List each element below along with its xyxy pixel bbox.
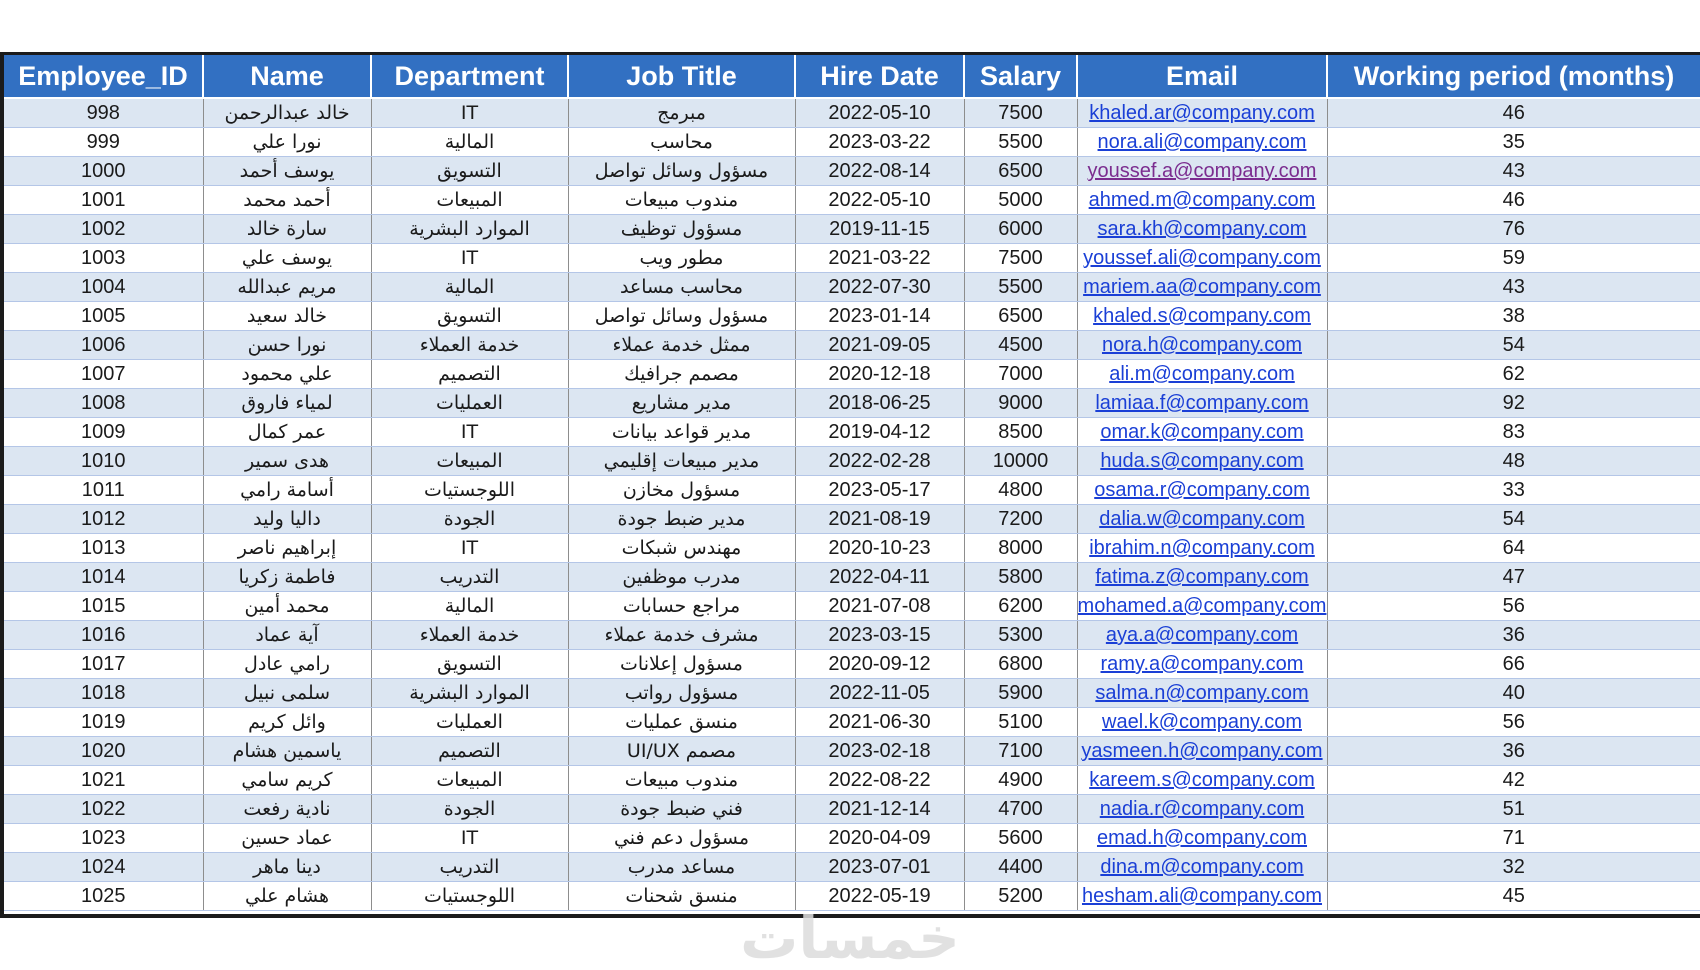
cell-name[interactable]: مريم عبدالله <box>203 273 371 302</box>
cell-salary[interactable]: 4700 <box>964 795 1077 824</box>
email-link[interactable]: kareem.s@company.com <box>1089 769 1315 791</box>
cell-working-period[interactable]: 71 <box>1327 824 1700 853</box>
cell-name[interactable]: يوسف أحمد <box>203 157 371 186</box>
email-link[interactable]: fatima.z@company.com <box>1095 566 1309 588</box>
table-row <box>4 98 1700 128</box>
cell-working-period[interactable]: 46 <box>1327 186 1700 215</box>
table-row <box>4 360 1700 389</box>
table-row <box>4 302 1700 331</box>
cell-job-title[interactable]: مبرمج <box>568 98 795 128</box>
cell-hire-date[interactable]: 2021-12-14 <box>795 795 964 824</box>
cell-salary[interactable]: 5500 <box>964 273 1077 302</box>
table-row <box>4 795 1700 824</box>
cell-employee-id[interactable]: 1010 <box>4 447 203 476</box>
cell-hire-date[interactable]: 2022-05-10 <box>795 186 964 215</box>
cell-name[interactable]: دينا ماهر <box>203 853 371 882</box>
cell-job-title[interactable]: ممثل خدمة عملاء <box>568 331 795 360</box>
cell-employee-id[interactable]: 1018 <box>4 679 203 708</box>
cell-working-period[interactable]: 43 <box>1327 157 1700 186</box>
table-row <box>4 389 1700 418</box>
cell-job-title[interactable]: مدير مبيعات إقليمي <box>568 447 795 476</box>
cell-working-period[interactable]: 42 <box>1327 766 1700 795</box>
cell-employee-id[interactable]: 1012 <box>4 505 203 534</box>
table-row <box>4 679 1700 708</box>
spreadsheet-table-frame <box>0 52 1700 918</box>
cell-employee-id[interactable]: 1000 <box>4 157 203 186</box>
column-header-working-period[interactable]: Working period (months) <box>1327 55 1700 98</box>
cell-department[interactable]: المبيعات <box>371 186 568 215</box>
cell-name[interactable]: نادية رفعت <box>203 795 371 824</box>
table-row <box>4 128 1700 157</box>
cell-department[interactable]: التسويق <box>371 157 568 186</box>
cell-job-title[interactable]: مشرف خدمة عملاء <box>568 621 795 650</box>
cell-job-title[interactable]: مساعد مدرب <box>568 853 795 882</box>
cell-employee-id[interactable]: 1024 <box>4 853 203 882</box>
cell-employee-id[interactable]: 1020 <box>4 737 203 766</box>
cell-name[interactable]: آية عماد <box>203 621 371 650</box>
cell-hire-date[interactable]: 2022-05-10 <box>795 98 964 128</box>
cell-department[interactable]: العمليات <box>371 389 568 418</box>
cell-working-period[interactable]: 32 <box>1327 853 1700 882</box>
cell-department[interactable]: الموارد البشرية <box>371 215 568 244</box>
cell-department[interactable]: التدريب <box>371 853 568 882</box>
cell-hire-date[interactable]: 2019-04-12 <box>795 418 964 447</box>
email-link[interactable]: ahmed.m@company.com <box>1088 189 1316 211</box>
cell-working-period[interactable]: 40 <box>1327 679 1700 708</box>
cell-employee-id[interactable]: 1001 <box>4 186 203 215</box>
cell-name[interactable]: كريم سامي <box>203 766 371 795</box>
cell-department[interactable]: خدمة العملاء <box>371 621 568 650</box>
cell-email[interactable] <box>1077 215 1327 244</box>
cell-email[interactable] <box>1077 447 1327 476</box>
cell-email[interactable] <box>1077 360 1327 389</box>
cell-salary[interactable]: 7500 <box>964 244 1077 273</box>
email-link[interactable]: huda.s@company.com <box>1100 450 1304 472</box>
column-header-email[interactable]: Email <box>1077 55 1327 98</box>
cell-working-period[interactable]: 83 <box>1327 418 1700 447</box>
cell-job-title[interactable]: منسق عمليات <box>568 708 795 737</box>
cell-name[interactable]: إبراهيم ناصر <box>203 534 371 563</box>
cell-department[interactable]: الجودة <box>371 795 568 824</box>
cell-name[interactable]: خالد سعيد <box>203 302 371 331</box>
cell-salary[interactable]: 8000 <box>964 534 1077 563</box>
cell-name[interactable]: خالد عبدالرحمن <box>203 98 371 128</box>
cell-name[interactable]: ياسمين هشام <box>203 737 371 766</box>
email-link[interactable]: ibrahim.n@company.com <box>1089 537 1315 559</box>
employee-table <box>4 55 1700 911</box>
cell-employee-id[interactable]: 1002 <box>4 215 203 244</box>
cell-employee-id[interactable]: 999 <box>4 128 203 157</box>
table-row <box>4 650 1700 679</box>
table-row <box>4 824 1700 853</box>
table-body <box>4 98 1700 911</box>
cell-working-period[interactable]: 38 <box>1327 302 1700 331</box>
email-link[interactable]: nora.h@company.com <box>1101 334 1303 356</box>
cell-salary[interactable]: 5500 <box>964 128 1077 157</box>
cell-department[interactable]: المالية <box>371 592 568 621</box>
cell-employee-id[interactable]: 1015 <box>4 592 203 621</box>
cell-email[interactable] <box>1077 98 1327 128</box>
cell-department[interactable]: IT <box>371 418 568 447</box>
cell-hire-date[interactable]: 2022-08-22 <box>795 766 964 795</box>
cell-hire-date[interactable]: 2022-08-14 <box>795 157 964 186</box>
cell-hire-date[interactable]: 2023-07-01 <box>795 853 964 882</box>
cell-email[interactable] <box>1077 389 1327 418</box>
cell-hire-date[interactable]: 2021-09-05 <box>795 331 964 360</box>
cell-job-title[interactable]: مسؤول مخازن <box>568 476 795 505</box>
cell-hire-date[interactable]: 2020-12-18 <box>795 360 964 389</box>
cell-email[interactable] <box>1077 476 1327 505</box>
cell-hire-date[interactable]: 2021-08-19 <box>795 505 964 534</box>
table-row <box>4 476 1700 505</box>
email-link[interactable]: nadia.r@company.com <box>1099 798 1305 820</box>
cell-working-period[interactable]: 66 <box>1327 650 1700 679</box>
table-row <box>4 621 1700 650</box>
cell-email[interactable] <box>1077 650 1327 679</box>
cell-email[interactable] <box>1077 824 1327 853</box>
cell-email[interactable] <box>1077 128 1327 157</box>
cell-email[interactable] <box>1077 737 1327 766</box>
cell-name[interactable]: عماد حسين <box>203 824 371 853</box>
cell-salary[interactable]: 6800 <box>964 650 1077 679</box>
cell-department[interactable]: IT <box>371 534 568 563</box>
cell-hire-date[interactable]: 2022-04-11 <box>795 563 964 592</box>
cell-job-title[interactable]: مندوب مبيعات <box>568 186 795 215</box>
column-header-job-title[interactable]: Job Title <box>568 55 795 98</box>
cell-employee-id[interactable]: 1006 <box>4 331 203 360</box>
cell-salary[interactable]: 5300 <box>964 621 1077 650</box>
cell-department[interactable]: اللوجستيات <box>371 476 568 505</box>
cell-email[interactable] <box>1077 592 1327 621</box>
cell-hire-date[interactable]: 2022-11-05 <box>795 679 964 708</box>
table-row <box>4 766 1700 795</box>
cell-employee-id[interactable]: 1023 <box>4 824 203 853</box>
cell-email[interactable] <box>1077 882 1327 911</box>
cell-department[interactable]: الموارد البشرية <box>371 679 568 708</box>
column-header-employee-id[interactable]: Employee_ID <box>4 55 203 98</box>
cell-email[interactable] <box>1077 534 1327 563</box>
cell-employee-id[interactable]: 1008 <box>4 389 203 418</box>
cell-department[interactable]: IT <box>371 244 568 273</box>
cell-name[interactable]: عمر كمال <box>203 418 371 447</box>
cell-employee-id[interactable]: 1004 <box>4 273 203 302</box>
table-row <box>4 331 1700 360</box>
table-row <box>4 244 1700 273</box>
cell-salary[interactable]: 6500 <box>964 302 1077 331</box>
cell-working-period[interactable]: 45 <box>1327 882 1700 911</box>
cell-working-period[interactable]: 35 <box>1327 128 1700 157</box>
cell-department[interactable]: التصميم <box>371 737 568 766</box>
email-link[interactable]: youssef.a@company.com <box>1087 160 1317 182</box>
cell-employee-id[interactable]: 1022 <box>4 795 203 824</box>
cell-department[interactable]: التسويق <box>371 302 568 331</box>
cell-name[interactable]: أسامة رامي <box>203 476 371 505</box>
cell-department[interactable]: اللوجستيات <box>371 882 568 911</box>
cell-hire-date[interactable]: 2021-07-08 <box>795 592 964 621</box>
cell-salary[interactable]: 5000 <box>964 186 1077 215</box>
cell-job-title[interactable]: مدير ضبط جودة <box>568 505 795 534</box>
cell-department[interactable]: المالية <box>371 273 568 302</box>
cell-name[interactable]: سلمى نبيل <box>203 679 371 708</box>
email-link[interactable]: osama.r@company.com <box>1094 479 1310 501</box>
table-row <box>4 215 1700 244</box>
cell-salary[interactable]: 7500 <box>964 98 1077 128</box>
column-header-hire-date[interactable]: Hire Date <box>795 55 964 98</box>
cell-job-title[interactable]: مطور ويب <box>568 244 795 273</box>
cell-department[interactable]: التسويق <box>371 650 568 679</box>
cell-department[interactable]: العمليات <box>371 708 568 737</box>
cell-department[interactable]: الجودة <box>371 505 568 534</box>
cell-salary[interactable]: 10000 <box>964 447 1077 476</box>
cell-job-title[interactable]: مدرب موظفين <box>568 563 795 592</box>
cell-email[interactable] <box>1077 795 1327 824</box>
email-link[interactable]: ali.m@company.com <box>1109 363 1295 385</box>
email-link[interactable]: emad.h@company.com <box>1096 827 1308 849</box>
cell-email[interactable] <box>1077 157 1327 186</box>
email-link[interactable]: aya.a@company.com <box>1105 624 1299 646</box>
email-link[interactable]: dalia.w@company.com <box>1099 508 1305 530</box>
cell-hire-date[interactable]: 2023-05-17 <box>795 476 964 505</box>
cell-email[interactable] <box>1077 563 1327 592</box>
cell-name[interactable]: سارة خالد <box>203 215 371 244</box>
table-row <box>4 273 1700 302</box>
cell-email[interactable] <box>1077 505 1327 534</box>
cell-job-title[interactable]: مدير مشاريع <box>568 389 795 418</box>
cell-department[interactable]: خدمة العملاء <box>371 331 568 360</box>
cell-salary[interactable]: 5200 <box>964 882 1077 911</box>
column-header-department[interactable]: Department <box>371 55 568 98</box>
cell-hire-date[interactable]: 2022-02-28 <box>795 447 964 476</box>
cell-salary[interactable]: 6000 <box>964 215 1077 244</box>
cell-email[interactable] <box>1077 418 1327 447</box>
column-header-salary[interactable]: Salary <box>964 55 1077 98</box>
email-link[interactable]: omar.k@company.com <box>1100 421 1304 443</box>
cell-salary[interactable]: 4800 <box>964 476 1077 505</box>
cell-name[interactable]: نورا علي <box>203 128 371 157</box>
cell-job-title[interactable]: مسؤول توظيف <box>568 215 795 244</box>
cell-job-title[interactable]: مدير قواعد بيانات <box>568 418 795 447</box>
cell-department[interactable]: المبيعات <box>371 766 568 795</box>
cell-working-period[interactable]: 48 <box>1327 447 1700 476</box>
cell-working-period[interactable]: 76 <box>1327 215 1700 244</box>
cell-name[interactable]: نورا حسن <box>203 331 371 360</box>
cell-employee-id[interactable]: 1025 <box>4 882 203 911</box>
cell-working-period[interactable]: 64 <box>1327 534 1700 563</box>
cell-salary[interactable]: 5800 <box>964 563 1077 592</box>
cell-name[interactable]: محمد أمين <box>203 592 371 621</box>
email-link[interactable]: wael.k@company.com <box>1102 711 1302 733</box>
cell-salary[interactable]: 7200 <box>964 505 1077 534</box>
email-link[interactable]: mohamed.a@company.com <box>1077 595 1327 617</box>
cell-name[interactable]: داليا وليد <box>203 505 371 534</box>
cell-email[interactable] <box>1077 302 1327 331</box>
cell-working-period[interactable]: 36 <box>1327 737 1700 766</box>
cell-employee-id[interactable]: 1019 <box>4 708 203 737</box>
cell-email[interactable] <box>1077 853 1327 882</box>
table-row <box>4 563 1700 592</box>
email-link[interactable]: salma.n@company.com <box>1095 682 1309 704</box>
cell-email[interactable] <box>1077 244 1327 273</box>
email-link[interactable]: yasmeen.h@company.com <box>1081 740 1323 762</box>
cell-job-title[interactable]: مراجع حسابات <box>568 592 795 621</box>
cell-email[interactable] <box>1077 331 1327 360</box>
cell-employee-id[interactable]: 1003 <box>4 244 203 273</box>
email-link[interactable]: ramy.a@company.com <box>1100 653 1304 675</box>
cell-job-title[interactable]: محاسب مساعد <box>568 273 795 302</box>
cell-employee-id[interactable]: 1011 <box>4 476 203 505</box>
cell-salary[interactable]: 6500 <box>964 157 1077 186</box>
cell-employee-id[interactable]: 1017 <box>4 650 203 679</box>
cell-department[interactable]: IT <box>371 98 568 128</box>
cell-working-period[interactable]: 56 <box>1327 708 1700 737</box>
table-row <box>4 505 1700 534</box>
cell-hire-date[interactable]: 2020-10-23 <box>795 534 964 563</box>
cell-employee-id[interactable]: 1014 <box>4 563 203 592</box>
cell-working-period[interactable]: 51 <box>1327 795 1700 824</box>
cell-department[interactable]: IT <box>371 824 568 853</box>
table-row <box>4 853 1700 882</box>
cell-job-title[interactable]: مصمم UI/UX <box>568 737 795 766</box>
table-row <box>4 592 1700 621</box>
cell-department[interactable]: المالية <box>371 128 568 157</box>
cell-working-period[interactable]: 36 <box>1327 621 1700 650</box>
cell-hire-date[interactable]: 2021-03-22 <box>795 244 964 273</box>
cell-salary[interactable]: 9000 <box>964 389 1077 418</box>
cell-hire-date[interactable]: 2023-03-22 <box>795 128 964 157</box>
cell-employee-id[interactable]: 1021 <box>4 766 203 795</box>
cell-job-title[interactable]: منسق شحنات <box>568 882 795 911</box>
cell-salary[interactable]: 5900 <box>964 679 1077 708</box>
cell-job-title[interactable]: مسؤول دعم فني <box>568 824 795 853</box>
header-row <box>4 55 1700 98</box>
cell-salary[interactable]: 4900 <box>964 766 1077 795</box>
cell-salary[interactable]: 7100 <box>964 737 1077 766</box>
cell-name[interactable]: وائل كريم <box>203 708 371 737</box>
cell-email[interactable] <box>1077 679 1327 708</box>
cell-job-title[interactable]: مسؤول وسائل تواصل <box>568 157 795 186</box>
cell-employee-id[interactable]: 998 <box>4 98 203 128</box>
cell-employee-id[interactable]: 1009 <box>4 418 203 447</box>
cell-name[interactable]: أحمد محمد <box>203 186 371 215</box>
cell-employee-id[interactable]: 1016 <box>4 621 203 650</box>
column-header-name[interactable]: Name <box>203 55 371 98</box>
cell-salary[interactable]: 8500 <box>964 418 1077 447</box>
cell-hire-date[interactable]: 2022-07-30 <box>795 273 964 302</box>
cell-job-title[interactable]: مسؤول رواتب <box>568 679 795 708</box>
cell-hire-date[interactable]: 2023-03-15 <box>795 621 964 650</box>
cell-email[interactable] <box>1077 766 1327 795</box>
cell-department[interactable]: المبيعات <box>371 447 568 476</box>
cell-name[interactable]: فاطمة زكريا <box>203 563 371 592</box>
cell-working-period[interactable]: 43 <box>1327 273 1700 302</box>
cell-employee-id[interactable]: 1007 <box>4 360 203 389</box>
cell-job-title[interactable]: محاسب <box>568 128 795 157</box>
cell-department[interactable]: التدريب <box>371 563 568 592</box>
cell-job-title[interactable]: مسؤول وسائل تواصل <box>568 302 795 331</box>
cell-working-period[interactable]: 46 <box>1327 98 1700 128</box>
cell-job-title[interactable]: مندوب مبيعات <box>568 766 795 795</box>
cell-salary[interactable]: 4500 <box>964 331 1077 360</box>
cell-hire-date[interactable]: 2018-06-25 <box>795 389 964 418</box>
cell-email[interactable] <box>1077 708 1327 737</box>
cell-hire-date[interactable]: 2023-02-18 <box>795 737 964 766</box>
cell-name[interactable]: رامي عادل <box>203 650 371 679</box>
cell-employee-id[interactable]: 1013 <box>4 534 203 563</box>
cell-name[interactable]: هشام علي <box>203 882 371 911</box>
cell-hire-date[interactable]: 2023-01-14 <box>795 302 964 331</box>
cell-working-period[interactable]: 47 <box>1327 563 1700 592</box>
table-row <box>4 186 1700 215</box>
cell-salary[interactable]: 7000 <box>964 360 1077 389</box>
cell-job-title[interactable]: فني ضبط جودة <box>568 795 795 824</box>
cell-working-period[interactable]: 54 <box>1327 505 1700 534</box>
table-row <box>4 157 1700 186</box>
cell-employee-id[interactable]: 1005 <box>4 302 203 331</box>
email-link[interactable]: khaled.s@company.com <box>1093 305 1311 327</box>
cell-salary[interactable]: 5600 <box>964 824 1077 853</box>
cell-name[interactable]: لمياء فاروق <box>203 389 371 418</box>
table-row <box>4 534 1700 563</box>
email-link[interactable]: nora.ali@company.com <box>1097 131 1307 153</box>
email-link[interactable]: sara.kh@company.com <box>1097 218 1307 240</box>
email-link[interactable]: hesham.ali@company.com <box>1081 885 1323 907</box>
cell-job-title[interactable]: مسؤول إعلانات <box>568 650 795 679</box>
cell-hire-date[interactable]: 2019-11-15 <box>795 215 964 244</box>
cell-name[interactable]: علي محمود <box>203 360 371 389</box>
email-link[interactable]: lamiaa.f@company.com <box>1095 392 1309 414</box>
cell-name[interactable]: هدى سمير <box>203 447 371 476</box>
cell-job-title[interactable]: مهندس شبكات <box>568 534 795 563</box>
cell-name[interactable]: يوسف علي <box>203 244 371 273</box>
table-row <box>4 418 1700 447</box>
cell-hire-date[interactable]: 2020-04-09 <box>795 824 964 853</box>
cell-working-period[interactable]: 59 <box>1327 244 1700 273</box>
table-row <box>4 737 1700 766</box>
cell-working-period[interactable]: 62 <box>1327 360 1700 389</box>
email-link[interactable]: youssef.ali@company.com <box>1083 247 1321 269</box>
email-link[interactable]: dina.m@company.com <box>1100 856 1304 878</box>
cell-salary[interactable]: 6200 <box>964 592 1077 621</box>
cell-email[interactable] <box>1077 621 1327 650</box>
email-link[interactable]: mariem.aa@company.com <box>1083 276 1321 298</box>
cell-working-period[interactable]: 33 <box>1327 476 1700 505</box>
cell-email[interactable] <box>1077 186 1327 215</box>
cell-working-period[interactable]: 92 <box>1327 389 1700 418</box>
cell-email[interactable] <box>1077 273 1327 302</box>
cell-hire-date[interactable]: 2020-09-12 <box>795 650 964 679</box>
cell-salary[interactable]: 5100 <box>964 708 1077 737</box>
table-row <box>4 447 1700 476</box>
cell-department[interactable]: التصميم <box>371 360 568 389</box>
email-link[interactable]: khaled.ar@company.com <box>1089 102 1315 124</box>
cell-job-title[interactable]: مصمم جرافيك <box>568 360 795 389</box>
table-row <box>4 708 1700 737</box>
cell-hire-date[interactable]: 2022-05-19 <box>795 882 964 911</box>
cell-salary[interactable]: 4400 <box>964 853 1077 882</box>
cell-working-period[interactable]: 54 <box>1327 331 1700 360</box>
cell-working-period[interactable]: 56 <box>1327 592 1700 621</box>
khamsat-watermark-logo: خمسات <box>740 904 960 970</box>
cell-hire-date[interactable]: 2021-06-30 <box>795 708 964 737</box>
